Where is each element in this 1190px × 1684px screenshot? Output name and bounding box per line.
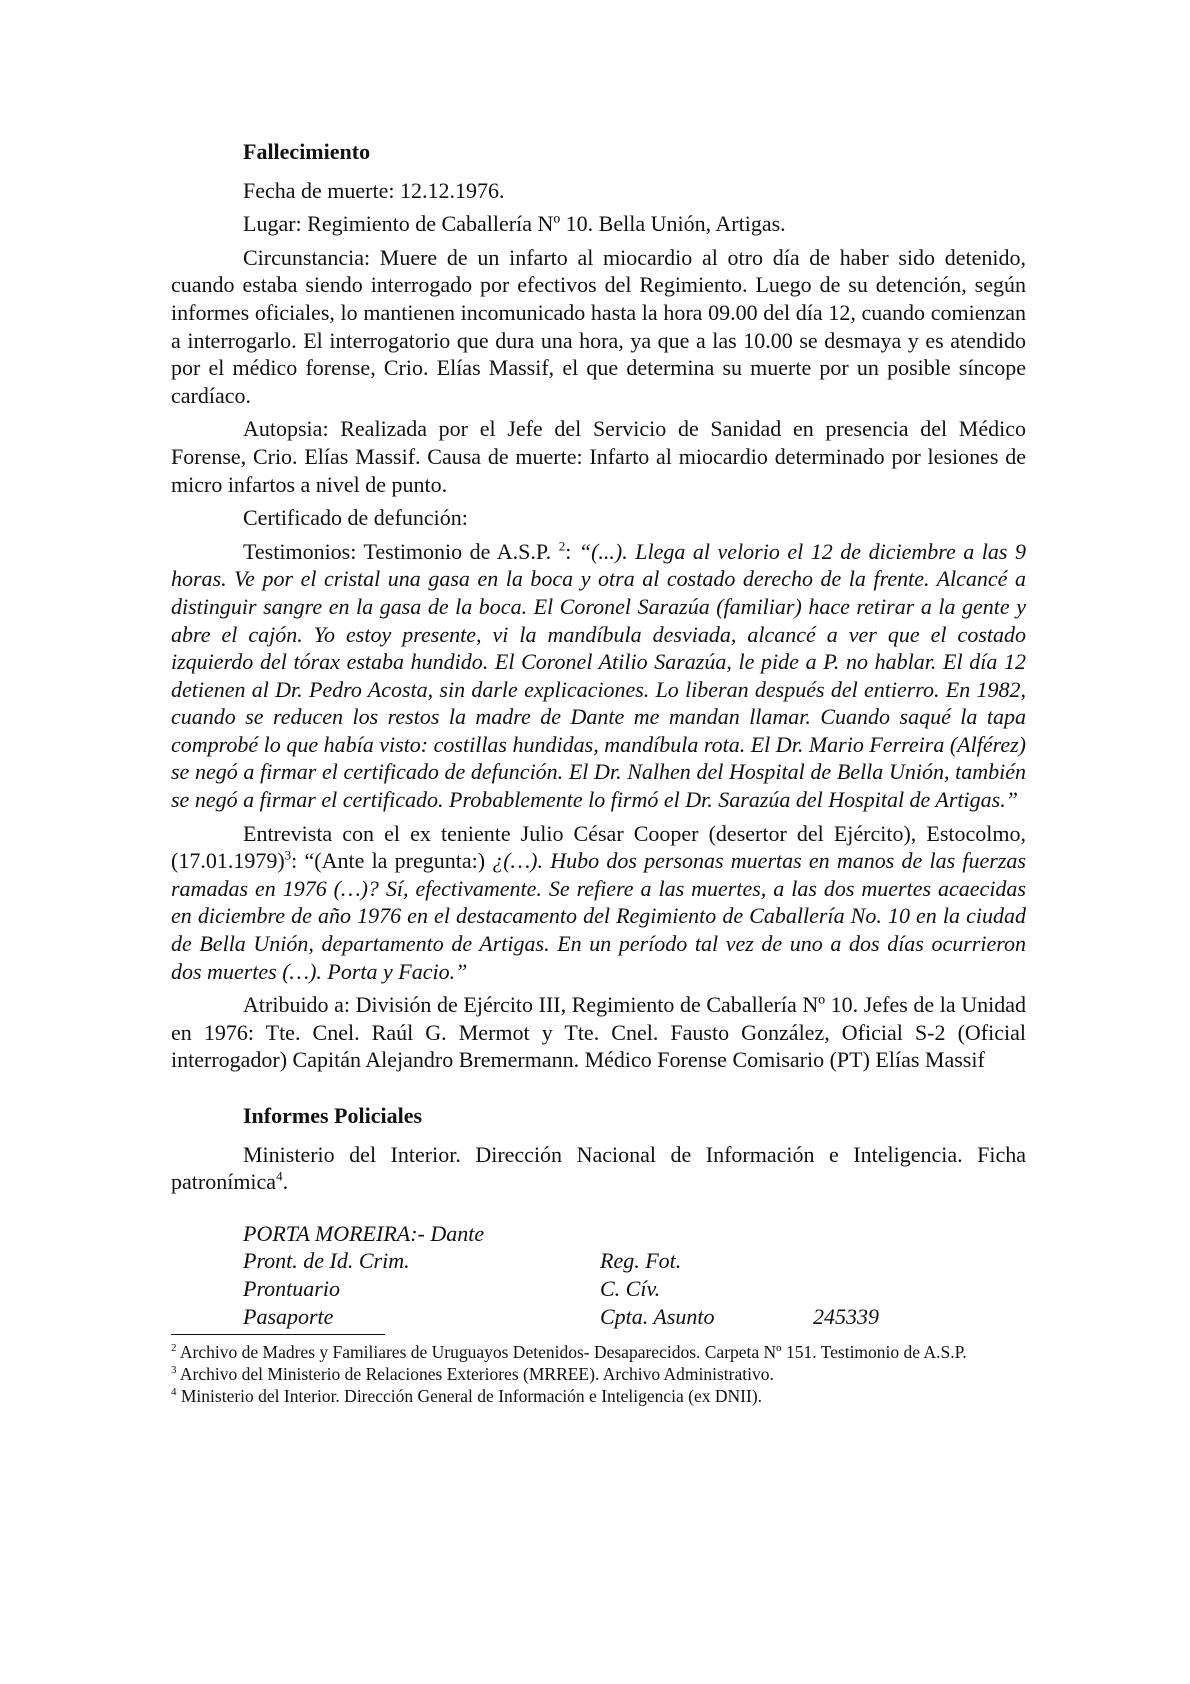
footnote-number: 3: [171, 1364, 177, 1377]
section-heading-informes: Informes Policiales: [243, 1103, 423, 1128]
footnote: [171, 1385, 1026, 1407]
ficha-name: PORTA MOREIRA:- Dante: [243, 1220, 485, 1246]
ficha-field-label: Prontuario: [243, 1275, 340, 1301]
footnote-text: Archivo del Ministerio de Relaciones Exteriores (MRREE). Archivo Administrativo.: [176, 1364, 774, 1385]
ficha-field-label: Cpta. Asunto: [600, 1303, 715, 1329]
entrevista-mid: : “(Ante la pregunta:): [291, 848, 493, 874]
footnote: [171, 1341, 1026, 1363]
ficha-field-label: Reg. Fot.: [600, 1248, 682, 1274]
document-page: [171, 138, 1026, 1407]
ficha-row: [243, 1275, 1026, 1303]
atribuido-paragraph: Atribuido a: División de Ejército III, Regimiento de Caballería Nº 10. Jefes de la Unidad en 1976: Tte. Cnel. Raúl G. Mermot y Tte. Cnel. Fausto González, Oficial S-2 (Oficial interrogador) Capitán Alejandro Bremermann. Médico Forense Comisario (PT) Elías Massif: [171, 992, 1026, 1073]
footnote-ref-4: 4: [276, 1168, 283, 1184]
informes-intro: Ministerio del Interior. Dirección Nacional de Información e Inteligencia. Ficha patronímica: [171, 1141, 1026, 1195]
section-spacer: [171, 1080, 1026, 1102]
ficha-patronimica: [243, 1220, 1026, 1330]
ficha-row: [243, 1247, 1026, 1275]
ficha-name-row: [243, 1220, 1026, 1248]
ficha-field-value: [813, 1275, 933, 1303]
informes-intro-end: .: [282, 1169, 289, 1195]
section-heading-fallecimiento: Fallecimiento: [243, 139, 371, 164]
footnote-text: Ministerio del Interior. Dirección General de Información e Inteligencia (ex DNII).: [176, 1386, 763, 1407]
ficha-field-label: Pront. de Id. Crim.: [243, 1248, 410, 1274]
footnote: [171, 1363, 1026, 1385]
testimonio-quote: “(...). Llega al velorio el 12 de diciembre a las 9 horas. Ve por el cristal una gasa en la boca y otra al costado derecho de la frente. Alcancé a distinguir sangre en la gasa de la boca. El Coronel Sarazúa (familiar) hace retirar a la gente y abre el cajón. Yo estoy presente, vi la mandíbula desviada, alcancé a ver que el costado izquierdo del tórax estaba hundido. El Coronel Atilio Sarazúa, le pide a P. no hablar. El día 12 detienen al Dr. Pedro Acosta, sin darle explicaciones. Lo liberan después del entierro. En 1982, cuando se reducen los restos la madre de Dante me mandan llamar. Cuando saqué la tapa comprobé lo que había visto: costillas hundidas, mandíbula rota. El Dr. Mario Ferreira (Alférez) se negó a firmar el certificado de defunción. El Dr. Nalhen del Hospital de Bella Unión, también se negó a firmar el certificado. Probablemente lo firmó el Dr. Sarazúa del Hospital de Artigas.”: [171, 538, 1026, 813]
testimonios-intro: Testimonios: Testimonio de A.S.P.: [243, 538, 559, 564]
footnote-ref-2: 2: [558, 538, 566, 554]
ficha-field-label: C. Cív.: [600, 1275, 661, 1301]
footnote-text: Archivo de Madres y Familiares de Uruguayos Detenidos- Desaparecidos. Carpeta Nº 151. Testimonio de A.S.P.: [176, 1342, 967, 1363]
informes-intro-paragraph: [171, 1141, 1026, 1196]
entrevista-paragraph: [171, 820, 1026, 986]
autopsia-paragraph: Autopsia: Realizada por el Jefe del Servicio de Sanidad en presencia del Médico Forense, Crio. Elías Massif. Causa de muerte: Infarto al miocardio determinado por lesiones de micro infartos a nivel de punto.: [171, 416, 1026, 497]
testimonios-paragraph: [171, 538, 1026, 814]
fecha-de-muerte: Fecha de muerte: 12.12.1976.: [243, 177, 505, 203]
footnote-number: 2: [171, 1342, 177, 1355]
circunstancia-paragraph: Circunstancia: Muere de un infarto al miocardio al otro día de haber sido detenido, cuando estaba siendo interrogado por efectivos del Regimiento. Luego de su detención, según informes oficiales, lo mantienen incomunicado hasta la hora 09.00 del día 12, cuando comienzan a interrogarlo. El interrogatorio que dura una hora, ya que a las 10.00 se desmaya y es atendido por el médico forense, Crio. Elías Massif, el que determina su muerte por un posible síncope cardíaco.: [171, 244, 1026, 408]
footnote-separator: [171, 1334, 385, 1335]
ficha-row: [243, 1303, 1026, 1331]
entrevista-intro: Entrevista con el ex teniente Julio César Cooper (desertor del Ejército), Estocolmo, (17.01.1979): [171, 820, 1026, 874]
ficha-field-label: Pasaporte: [243, 1303, 334, 1329]
lugar: Lugar: Regimiento de Caballería Nº 10. Bella Unión, Artigas.: [243, 211, 786, 237]
entrevista-quote: ¿(…). Hubo dos personas muertas en manos de las fuerzas ramadas en 1976 (…)? Sí, efectivamente. Se refiere a las muertes, a las dos muertes acaecidas en diciembre de año 1976 en el destacamento del Regimiento de Caballería No. 10 en la ciudad de Bella Unión, departamento de Artigas. En un período tal vez de uno a dos días ocurrieron dos muertes (…). Porta y Facio.”: [171, 848, 1026, 984]
footnote-ref-3: 3: [284, 847, 292, 863]
certificado-de-defuncion: Certificado de defunción:: [243, 505, 468, 531]
ficha-field-value: 245339: [813, 1303, 879, 1329]
testimonios-colon: :: [565, 538, 579, 564]
ficha-field-value: [813, 1247, 933, 1275]
footnotes: [171, 1341, 1026, 1407]
footnote-number: 4: [171, 1386, 177, 1399]
